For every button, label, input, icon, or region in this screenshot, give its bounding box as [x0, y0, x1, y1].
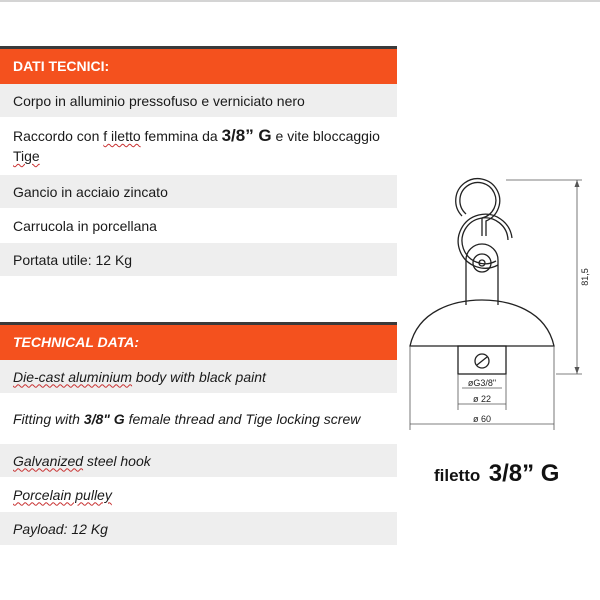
- italian-spec-panel: [0, 46, 397, 277]
- spec-row-pulley-en: Porcelain pulley: [0, 478, 397, 512]
- spec-row-hook-en: Galvanized steel hook: [0, 444, 397, 478]
- locking-screw-slot: [477, 357, 487, 365]
- spec-row-payload-en: Payload: 12 Kg: [0, 512, 397, 546]
- spec-row-body: Corpo in alluminio pressofuso e verniciato nero: [0, 84, 397, 118]
- thread-caption-value: 3/8” G: [488, 460, 560, 487]
- italian-spec-header: DATI TECNICI:: [0, 46, 397, 84]
- english-spec-panel: [0, 322, 397, 546]
- pulley-fork: [466, 244, 498, 305]
- thread-caption-word: filetto: [434, 466, 481, 485]
- top-rule: [0, 0, 600, 2]
- thread-caption: [434, 460, 559, 488]
- english-spec-header: TECHNICAL DATA:: [0, 322, 397, 360]
- dim-inner-label: ø 22: [472, 394, 492, 404]
- spec-row-hook: Gancio in acciaio zincato: [0, 175, 397, 209]
- fitting-neck: [458, 346, 506, 374]
- spec-row-pulley: Carrucola in porcellana: [0, 209, 397, 243]
- hook-lower-curve-inner: [462, 218, 508, 264]
- spec-row-fitting-en: Fitting with 3/8" G female thread and Tige locking screw: [0, 394, 397, 444]
- dome-body: [410, 300, 554, 346]
- spec-row-payload: Portata utile: 12 Kg: [0, 243, 397, 277]
- dim-outer-label: ø 60: [472, 414, 492, 424]
- spec-row-fitting: Raccordo con f iletto femmina da 3/8” G e vite bloccaggio Tige: [0, 118, 397, 175]
- dim-thread-label: øG3/8": [467, 378, 497, 388]
- spec-row-body-en: Die-cast aluminium body with black paint: [0, 360, 397, 394]
- dim-height-arrow-bottom: [575, 367, 580, 374]
- dim-height-label: 81,5: [580, 268, 590, 286]
- pulley-technical-drawing: [400, 160, 600, 440]
- dim-height-arrow-top: [575, 180, 580, 187]
